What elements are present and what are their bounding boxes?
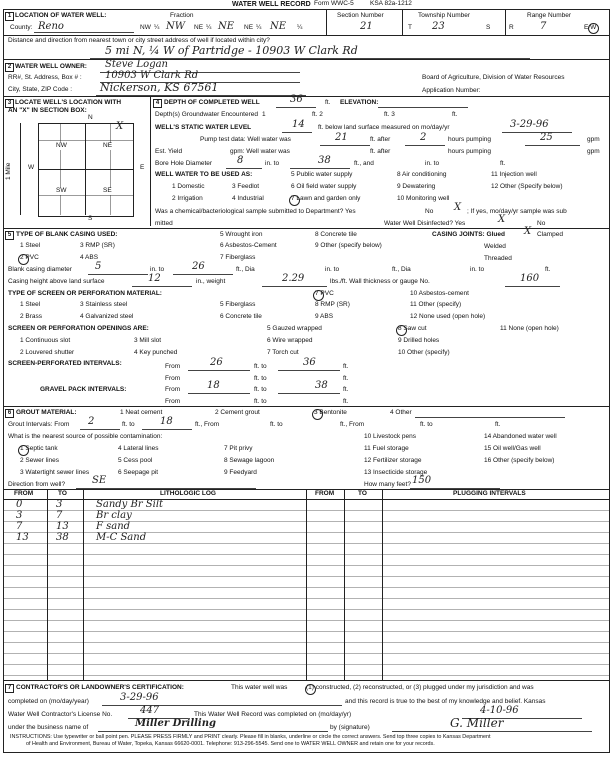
casing-steel: 1 Steel [20,242,41,249]
casing-height-label: Casing height above land surface [8,278,105,285]
log-cell-desc: M-C Sand [96,532,147,543]
sp-to-value: 36 [303,357,316,368]
cert-line-1: This water well was [231,684,288,691]
disinfect-question: Water Well Disinfected? Yes [384,220,466,227]
use-lawn-garden: 7 Lawn and garden only [291,195,361,202]
use-domestic: 1 Domestic [172,183,205,190]
screen-brass: 2 Brass [20,313,43,320]
chem-question: Was a chemical/bacteriological sample submitted to Department? Yes [155,208,356,215]
screen-concrete: 6 Concrete tile [220,313,262,320]
opening-saw-cut: 8 Saw cut [398,325,427,332]
twp-t: T [408,24,412,31]
pump-gpm: 25 [540,132,553,143]
joints-welded: Welded [484,243,506,250]
s2-label: WATER WELL OWNER: [15,63,87,70]
static-label: WELL'S STATIC WATER LEVEL [155,124,252,131]
src-lagoon: 8 Sewage lagoon [224,457,275,464]
use-air-conditioning: 8 Air conditioning [397,171,447,178]
pump-hours-pumping: hours pumping [448,136,491,143]
range-ew: E/W [584,24,597,31]
s3-label-2: AN "X" IN SECTION BOX: [8,107,87,114]
s1-label: LOCATION OF WATER WELL: [15,12,107,19]
section-5-number: 5 [5,231,14,240]
bore-ft-and: ft., and [354,160,374,167]
src-insecticide: 13 Insecticide storage [364,469,428,476]
est-hours-pumping: hours pumping [448,148,491,155]
log-cell-from: 0 [16,499,23,510]
bore-value: 8 [237,155,244,166]
form-number: Form WWC-5 [314,0,354,7]
depth-label: DEPTH OF COMPLETED WELL [164,99,260,106]
plugging-header: PLUGGING INTERVALS [453,490,526,497]
gw-3: ft. 3 [384,111,395,118]
south-label: S [88,215,93,222]
src-other: 16 Other (specify below) [484,457,555,464]
use-public-supply: 5 Public water supply [291,171,353,178]
grout-ft-from: ft., From [195,421,220,428]
pump-label: Pump test data: Well water was [200,136,291,143]
direction-label: Direction from well? [8,481,66,488]
screen-abs: 9 ABS [315,313,334,320]
gp-from-value: 18 [207,380,220,391]
sp-ft-2: ft. [343,375,349,382]
use-other: 12 Other (Specify below) [491,183,563,190]
log-rule [3,510,609,511]
pump-hours: 2 [420,132,427,143]
casing-concrete: 8 Concrete tile [315,231,357,238]
completed-label: completed on (mo/day/year) [8,698,89,705]
twp-s: S [486,24,491,31]
gw-4: ft. [452,111,458,118]
sp-from-value: 26 [210,357,223,368]
static-date: 3-29-96 [510,119,549,130]
est-gpm-unit: gpm [587,148,600,155]
est-ft-after: ft. after [370,148,391,155]
sw-label: SW [56,187,67,194]
city-value: Nickerson, KS 67561 [100,81,219,94]
use-dewatering: 9 Dewatering [397,183,436,190]
grout-from-value: 2 [88,416,95,427]
section-6-number: 6 [5,409,14,418]
plug-from-header: FROM [315,490,335,497]
src-abandoned: 14 Abandoned water well [484,433,557,440]
section-4-number: 4 [153,99,162,108]
range-label: Range Number [527,12,572,19]
est-gpm: gpm: Well water was [230,148,290,155]
grout-other: 4 Other [390,409,412,416]
log-cell-to: 3 [56,499,63,510]
signature: G. Miller [450,716,504,730]
use-irrigation: 2 Irrigation [172,195,203,202]
frac-value-1: NW [166,21,186,32]
gravel-label: GRAVEL PACK INTERVALS: [40,386,127,393]
grout-ft-end: ft. [495,421,501,428]
log-rule [3,620,609,621]
grout-ft-to: ft. to [122,421,135,428]
distance-label: Distance and direction from nearest town or city street address of well if located within city? [8,37,270,44]
opening-none: 11 None (open hole) [500,325,559,332]
pump-gpm-unit: gpm [587,136,600,143]
elevation-label: ELEVATION: [340,99,379,106]
address-value: 10903 W Clark Rd [105,70,199,81]
log-cell-from: 13 [16,532,29,543]
frac1-label: NW [140,24,151,31]
mile-label: 1 Mile [5,162,12,180]
disinfect-mark: X [498,214,506,225]
est-yield-label: Est. Yield [155,148,183,155]
frac-value-3: NE [270,21,287,32]
completed-date: 3-29-96 [120,692,159,703]
frac4-quarter: ¼ [297,24,303,31]
chem-mitted: mitted [155,220,173,227]
dia-in-to-2: in. to [470,266,485,273]
range-value: 7 [540,21,547,32]
direction-value: SE [92,475,107,486]
location-mark: X [116,121,124,132]
application-number-label: Application Number: [422,87,481,94]
src-pit-privy: 7 Pit privy [224,445,253,452]
se-label: SE [103,187,112,194]
src-septic: 1 Septic tank [20,445,58,452]
casing-joints-label: CASING JOINTS: Glued [432,231,505,238]
casing-other: 9 Other (specify below) [315,242,382,249]
bore-ft-2: ft. [500,160,506,167]
gp-ft: ft. [343,386,349,393]
src-sewer: 2 Sewer lines [20,457,60,464]
sp-ft-to: ft. to [254,363,267,370]
static-value: 14 [292,119,305,130]
instructions-line-1: INSTRUCTIONS: Use typewriter or ball point pen. PLEASE PRESS FIRMLY and PRINT clearly. Please fill in blanks, underline or circle the correct answers. Send top three copies to Kansas Department [10,734,491,740]
diam-in-to: in. to [150,266,165,273]
grout-ft-to-3: ft. to [420,421,433,428]
src-fuel: 11 Fuel storage [364,445,409,452]
disinfect-no: No [537,220,546,227]
frac-value-2: NE [218,21,235,32]
height-in-weight: in., weight [196,278,226,285]
log-rule [3,587,609,588]
county-label: County: [10,24,33,31]
pump-water-level: 21 [335,132,348,143]
gp-ft-to: ft. to [254,386,267,393]
gp-from-label-2: From [165,398,181,405]
sp-ft: ft. [343,363,349,370]
casing-asbestos: 6 Asbestos-Cement [220,242,277,249]
cert-options: (1) constructed, (2) reconstructed, or (3) plugged under my jurisdiction and was [306,684,534,691]
ne-label: NE [103,142,113,149]
joints-clamped: Clamped [537,231,564,238]
log-cell-desc: Br clay [96,510,132,521]
plug-to-header: TO [358,490,367,497]
address-label: RR#, St. Address, Box # : [8,74,82,81]
sp-from-label: From [165,363,181,370]
dia-ft-dia: ft., Dia [392,266,411,273]
fraction-label: Fraction [170,12,194,19]
screen-none: 12 None used (open hole) [410,313,486,320]
src-watertight: 3 Watertight sewer lines [20,469,90,476]
opening-continuous: 1 Continuous slot [20,337,71,344]
bore-in-to-2: in. to [425,160,440,167]
section-7-number: 7 [5,684,14,693]
east-label: E [140,164,145,171]
section-2-number: 2 [5,63,14,72]
use-injection: 11 Injection well [491,171,537,178]
use-oil-field: 6 Oil field water supply [291,183,357,190]
bore-in-to: in. to [265,160,280,167]
glued-mark: X [524,226,532,237]
opening-key-punched: 4 Key punched [134,349,178,356]
opening-mill-slot: 3 Mill slot [134,337,162,344]
log-cell-desc: F sand [96,521,131,532]
how-many-feet-label: How many feet? [364,481,411,488]
gw-2: ft. 2 [312,111,323,118]
north-label: N [88,114,93,121]
log-to-header: TO [58,490,67,497]
chem-no: No [425,208,434,215]
src-oil-gas: 15 Oil well/Gas well [484,445,541,452]
diam-ft-dia: ft., Dia [236,266,255,273]
frac3-quarter: ¼ [256,24,262,31]
screen-rmp: 8 RMP (SR) [315,301,350,308]
screen-pvc: 7 PVC [315,290,334,297]
log-cell-to: 13 [56,521,69,532]
gp-to-value: 38 [315,380,328,391]
grout-neat: 1 Neat cement [120,409,163,416]
dia-in-to: in. to [325,266,340,273]
opening-wire: 6 Wire wrapped [267,337,313,344]
screen-fiberglass: 5 Fiberglass [220,301,256,308]
opening-drilled: 9 Drilled holes [398,337,440,344]
gauge-value: 160 [520,273,540,284]
owner-value: Steve Logan [105,59,168,70]
distance-value: 5 mi N, ¼ W of Partridge - 10903 W Clark Rd [105,44,358,57]
openings-label: SCREEN OR PERFORATION OPENINGS ARE: [8,325,149,332]
west-label: W [28,164,35,171]
lithologic-header: LITHOLOGIC LOG [160,490,216,497]
section-3-number: 3 [5,99,14,108]
src-cess-pool: 5 Cess pool [118,457,153,464]
city-label: City, State, ZIP Code : [8,86,73,93]
business-label: under the business name of [8,724,89,731]
bore-label: Bore Hole Diameter [155,160,213,167]
section-value: 21 [360,21,373,32]
log-rule [3,554,609,555]
section-number-label: Section Number [337,12,384,19]
log-rule [3,642,609,643]
casing-pvc: 2 PVC [20,254,39,261]
record-date: 4-10-96 [480,705,519,716]
screen-galvanized: 4 Galvanized steel [80,313,134,320]
log-rule [3,675,609,676]
county-value: Reno [38,21,64,32]
opening-torch: 7 Torch cut [267,349,299,356]
gw-1: 1 [262,111,266,118]
log-rule [3,631,609,632]
form-title: WATER WELL RECORD [232,1,311,8]
opening-gauzed: 5 Gauzed wrapped [267,325,322,332]
blank-diameter-to: 26 [192,261,205,272]
casing-height-value: 12 [148,273,161,284]
cert-line-3: This Water Well Record was completed on (mo/day/yr) [194,711,352,718]
use-monitoring: 10 Monitoring well [397,195,450,202]
township-label: Township Number [418,12,471,19]
casing-label: TYPE OF BLANK CASING USED: [16,231,118,238]
depth-unit: ft. [325,99,331,106]
frac1-quarter: ¼ [154,24,160,31]
log-rule [3,521,609,522]
screen-material-label: TYPE OF SCREEN OR PERFORATION MATERIAL: [8,290,162,297]
cert-line-2: and this record is true to the best of my knowledge and belief. Kansas [345,698,546,705]
casing-fiberglass: 7 Fiberglass [220,254,256,261]
grout-to-value: 18 [160,416,173,427]
use-label: WELL WATER TO BE USED AS: [155,171,253,178]
src-livestock: 10 Livestock pens [364,433,417,440]
groundwater-label: Depth(s) Groundwater Encountered [155,111,258,118]
gp-ft-2: ft. [343,398,349,405]
frac2-quarter: ¼ [206,24,212,31]
section-box [38,123,134,217]
grout-ft-to-2: ft. to [270,421,283,428]
sp-from-label-2: From [165,375,181,382]
blank-diameter-label: Blank casing diameter [8,266,72,273]
dia-ft-2: ft. [545,266,551,273]
src-fertilizer: 12 Fertilizer storage [364,457,422,464]
board-label: Board of Agriculture, Division of Water Resources [422,74,565,81]
use-feedlot: 3 Feedlot [232,183,260,190]
log-rule [3,543,609,544]
frac2-label: NE [194,24,204,31]
township-value: 23 [432,21,445,32]
gp-ft-to-2: ft. to [254,398,267,405]
instructions-line-2: of Health and Environment, Bureau of Water, Topeka, Kansas 66620-0001. Telephone: 913-296-5545. Send one to WATER WELL OWNER and retain one for your records. [26,741,435,747]
nw-label: NW [56,142,67,149]
opening-louvered: 2 Louvered shutter [20,349,75,356]
joints-threaded: Threaded [484,255,512,262]
how-many-feet-value: 150 [412,475,432,486]
grout-cement: 2 Cement grout [215,409,260,416]
license-label: Water Well Contractor's License No. [8,711,113,718]
signature-label: by (signature) [330,724,370,731]
pump-ft-after: ft. after [370,136,391,143]
grout-ft-from-2: ft., From [340,421,365,428]
bore-to: 38 [318,155,331,166]
weight-unit: lbs./ft. Wall thickness or gauge No. [330,278,430,285]
opening-other: 10 Other (specify) [398,349,450,356]
log-cell-from: 7 [16,521,23,532]
grout-bentonite: 3 Bentonite [314,409,347,416]
static-text: ft. below land surface measured on mo/day/yr [318,124,450,131]
gp-from-label: From [165,386,181,393]
screen-asbestos: 10 Asbestos-cement [410,290,469,297]
log-cell-to: 38 [56,532,69,543]
casing-abs: 4 ABS [80,254,99,261]
src-feedyard: 9 Feedyard [224,469,257,476]
log-rule [3,609,609,610]
certification-label: CONTRACTOR'S OR LANDOWNER'S CERTIFICATION: [16,684,184,691]
log-cell-to: 7 [56,510,63,521]
grout-intervals-label: Grout Intervals: From [8,421,70,428]
src-seepage: 6 Seepage pit [118,469,159,476]
log-rule [3,598,609,599]
screen-steel: 1 Steel [20,301,41,308]
contamination-label: What is the nearest source of possible contamination: [8,433,163,440]
sp-ft-to-2: ft. to [254,375,267,382]
grout-label: GROUT MATERIAL: [16,409,77,416]
depth-value: 36 [290,94,303,105]
use-industrial: 4 Industrial [232,195,264,202]
business-name: Miller Drilling [135,718,216,729]
log-rule [3,532,609,533]
src-lateral: 4 Lateral lines [118,445,159,452]
screen-intervals-label: SCREEN-PERFORATED INTERVALS: [8,360,122,367]
log-cell-from: 3 [16,510,23,521]
log-rule [3,565,609,566]
screen-other: 11 Other (specify) [410,301,462,308]
log-from-header: FROM [14,490,34,497]
casing-rmp: 3 RMP (SR) [80,242,115,249]
chem-mark: X [454,202,462,213]
log-cell-desc: Sandy Br Silt [96,499,164,510]
ksa-ref: KSA 82a-1212 [370,0,412,7]
section-1-number: 1 [5,12,14,21]
blank-diameter-value: 5 [95,261,102,272]
log-rule [3,664,609,665]
frac3-label: NE [244,24,254,31]
s3-label-1: LOCATE WELL'S LOCATION WITH [15,99,122,106]
chem-tail: ; If yes, mo/day/yr sample was sub [467,208,567,215]
screen-stainless: 3 Stainless steel [80,301,128,308]
range-r: R [509,24,514,31]
casing-wrought-iron: 5 Wrought iron [220,231,263,238]
license-number: 447 [140,705,160,716]
log-rule [3,576,609,577]
log-rule [3,653,609,654]
casing-weight: 2.29 [282,273,305,284]
